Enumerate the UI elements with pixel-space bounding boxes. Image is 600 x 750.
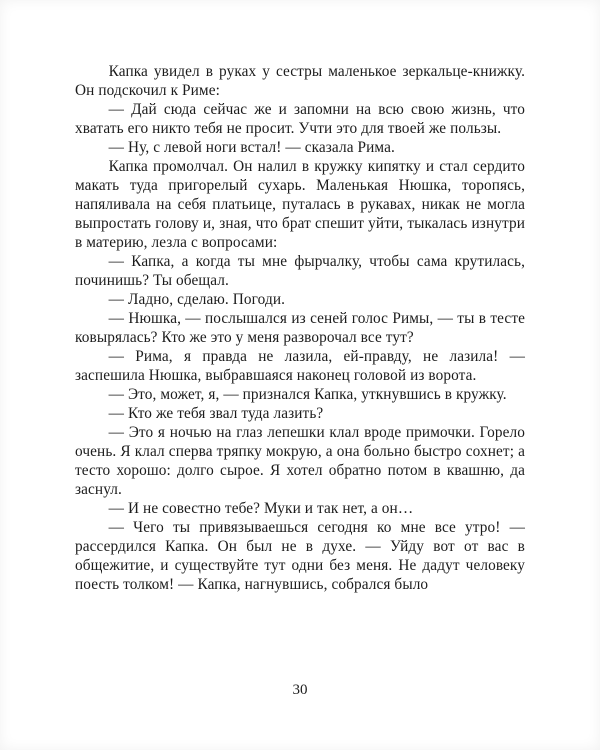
paragraph: Капка увидел в руках у сестры маленькое зеркальце-книжку. Он подскочил к Риме:: [75, 63, 525, 99]
paragraph: — Это я ночью на глаз лепешки клал вроде примочки. Горело очень. Я клал сперва тряпку мокрую, а она больно быстро сохнет; а тесто хорошо: долго сырое. Я хотел обратно потом в квашню, да заснул.: [75, 424, 525, 498]
paragraph: — Капка, а когда ты мне фырчалку, чтобы сама крутилась, починишь? Ты обещал.: [75, 253, 525, 289]
paragraph: — Кто же тебя звал туда лазить?: [108, 405, 324, 422]
paragraph: — Чего ты привязываешься сегодня ко мне все утро! — рассердился Капка. Он был не в духе. — Уйду вот от вас в общежитие, и существуйте тут одни без меня. Не дадут человеку поесть толком! — Капка, нагнувшись, собрался было: [75, 519, 525, 593]
paragraph: — И не совестно тебе? Муки и так нет, а он…: [108, 500, 414, 517]
paragraph: — Нюшка, — послышался из сеней голос Римы, — ты в тесте ковырялась? Кто же это у меня разворочал все тут?: [75, 310, 525, 346]
text-block: [75, 62, 525, 594]
paragraph: Капка промолчал. Он налил в кружку кипятку и стал сердито макать туда пригорелый сухарь. Маленькая Нюшка, торопясь, напяливала на себя платьице, путалась в рукавах, никак не могла выпростать голову и, зная, что брат спешит уйти, тыкалась изнутри в материю, лезла с вопросами:: [75, 158, 525, 251]
paragraph: — Ну, с левой ноги встал! — сказала Рима.: [108, 139, 395, 156]
paragraph: — Это, может, я, — признался Капка, уткнувшись в кружку.: [108, 386, 507, 403]
paragraph: — Дай сюда сейчас же и запомни на всю свою жизнь, что хватать его никто тебя не просит. Учти это для твоей же пользы.: [75, 101, 525, 137]
paragraph: — Ладно, сделаю. Погоди.: [108, 291, 286, 308]
paragraph: — Рима, я правда не лазила, ей-правду, не лазила! — заспешила Нюшка, выбравшаяся наконец головой из ворота.: [75, 348, 525, 384]
page-number: 30: [292, 682, 308, 698]
